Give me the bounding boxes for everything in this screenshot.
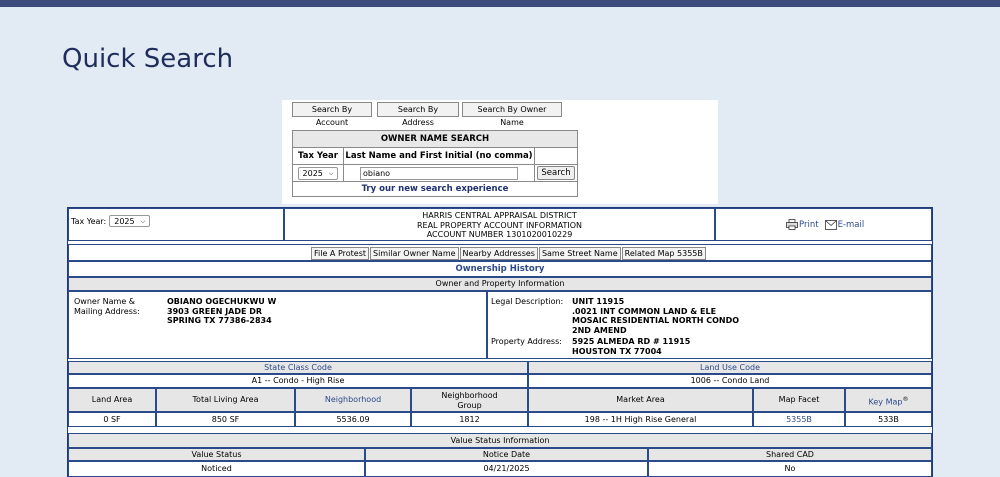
related-map-button[interactable]: Related Map 5355B bbox=[622, 247, 706, 260]
legal-line-2: .0021 INT COMMON LAND & ELE bbox=[572, 306, 717, 316]
land-use-code-value: 1006 -- Condo Land bbox=[528, 374, 932, 388]
search-button[interactable]: Search bbox=[537, 166, 574, 180]
map-facet-header: Map Facet bbox=[753, 388, 845, 412]
total-living-area-value: 850 SF bbox=[156, 412, 295, 427]
owner-name-search-box bbox=[292, 130, 578, 197]
file-protest-button[interactable]: File A Protest bbox=[311, 247, 369, 260]
legal-line-3: MOSAIC RESIDENTIAL NORTH CONDO bbox=[572, 316, 740, 325]
property-city: HOUSTON TX 77004 bbox=[572, 346, 662, 356]
same-street-name-button[interactable]: Same Street Name bbox=[539, 247, 621, 260]
owner-name-input[interactable]: obiano bbox=[360, 167, 518, 180]
nearby-addresses-button[interactable]: Nearby Addresses bbox=[460, 247, 538, 260]
owner-name-value: OBIANO OGECHUKWU W bbox=[167, 297, 277, 306]
mailing-city: SPRING TX 77386-2834 bbox=[167, 316, 272, 325]
search-by-owner-name-button[interactable]: Search By Owner Name bbox=[462, 102, 562, 117]
search-by-address-button[interactable]: Search By Address bbox=[377, 102, 459, 117]
chevron-down-icon: ⌵ bbox=[140, 217, 146, 225]
market-area-value: 198 -- 1H High Rise General bbox=[528, 412, 753, 427]
state-class-code-value: A1 -- Condo - High Rise bbox=[68, 374, 528, 388]
ownership-history-link[interactable]: Ownership History bbox=[68, 261, 932, 277]
neighborhood-header-link[interactable]: Neighborhood bbox=[295, 388, 411, 412]
neighborhood-group-header: Neighborhood Group bbox=[411, 388, 528, 412]
mailing-address-label: Mailing Address: bbox=[74, 306, 140, 316]
map-facet-link[interactable]: 5355B bbox=[753, 412, 845, 427]
neighborhood-value: 5536.09 bbox=[295, 412, 411, 427]
account-number: ACCOUNT NUMBER 1301020010229 bbox=[426, 230, 573, 239]
property-address-label: Property Address: bbox=[491, 337, 562, 346]
total-living-area-header: Total Living Area bbox=[156, 388, 295, 412]
print-link[interactable]: Print bbox=[786, 219, 819, 230]
envelope-icon bbox=[825, 220, 837, 230]
top-bar bbox=[0, 0, 1000, 7]
mailing-street: 3903 GREEN JADE DR bbox=[167, 306, 263, 316]
search-by-account-button[interactable]: Search By Account bbox=[292, 102, 372, 117]
market-area-header: Market Area bbox=[528, 388, 753, 412]
district-name: HARRIS CENTRAL APPRAISAL DISTRICT bbox=[422, 211, 577, 220]
legal-line-1: UNIT 11915 bbox=[572, 297, 625, 306]
notice-date-header: Notice Date bbox=[365, 448, 648, 461]
page-title: Quick Search bbox=[62, 44, 234, 74]
tax-year-select[interactable]: 2025 ⌵ bbox=[298, 167, 339, 180]
email-link[interactable]: E-mail bbox=[825, 220, 865, 230]
key-map-header-link[interactable]: Key Map® bbox=[845, 388, 932, 412]
land-use-code-label[interactable]: Land Use Code bbox=[528, 361, 932, 374]
printer-icon bbox=[786, 219, 798, 230]
chevron-down-icon: ⌵ bbox=[328, 169, 334, 177]
legal-description-label: Legal Description: bbox=[491, 297, 564, 306]
value-status-header: Value Status bbox=[68, 448, 365, 461]
property-street: 5925 ALMEDA RD # 11915 bbox=[572, 337, 691, 346]
search-panel bbox=[282, 100, 718, 204]
name-column-label: Last Name and First Initial (no comma) bbox=[344, 148, 535, 164]
land-area-header: Land Area bbox=[68, 388, 156, 412]
legal-line-4: 2ND AMEND bbox=[572, 325, 627, 335]
similar-owner-name-button[interactable]: Similar Owner Name bbox=[370, 247, 459, 260]
state-class-code-label[interactable]: State Class Code bbox=[68, 361, 528, 374]
try-new-search-link[interactable]: Try our new search experience bbox=[361, 184, 509, 194]
tax-year-column-label: Tax Year bbox=[293, 148, 344, 164]
value-status-value: Noticed bbox=[68, 461, 365, 477]
neighborhood-group-value: 1812 bbox=[411, 412, 528, 427]
owner-property-section-title: Owner and Property Information bbox=[68, 277, 932, 291]
account-info-title: REAL PROPERTY ACCOUNT INFORMATION bbox=[416, 220, 583, 230]
account-panel bbox=[67, 207, 933, 477]
owner-name-label: Owner Name & bbox=[74, 297, 136, 306]
header-tax-year-select[interactable]: 2025 ⌵ bbox=[109, 215, 150, 227]
notice-date-value: 04/21/2025 bbox=[365, 461, 648, 477]
land-area-value: 0 SF bbox=[68, 412, 156, 427]
shared-cad-value: No bbox=[648, 461, 932, 477]
owner-name-search-header: OWNER NAME SEARCH bbox=[293, 131, 577, 148]
tax-year-label: Tax Year: bbox=[71, 216, 107, 226]
key-map-value: 533B bbox=[845, 412, 932, 427]
shared-cad-header: Shared CAD bbox=[648, 448, 932, 461]
value-status-section-title: Value Status Information bbox=[68, 433, 932, 448]
